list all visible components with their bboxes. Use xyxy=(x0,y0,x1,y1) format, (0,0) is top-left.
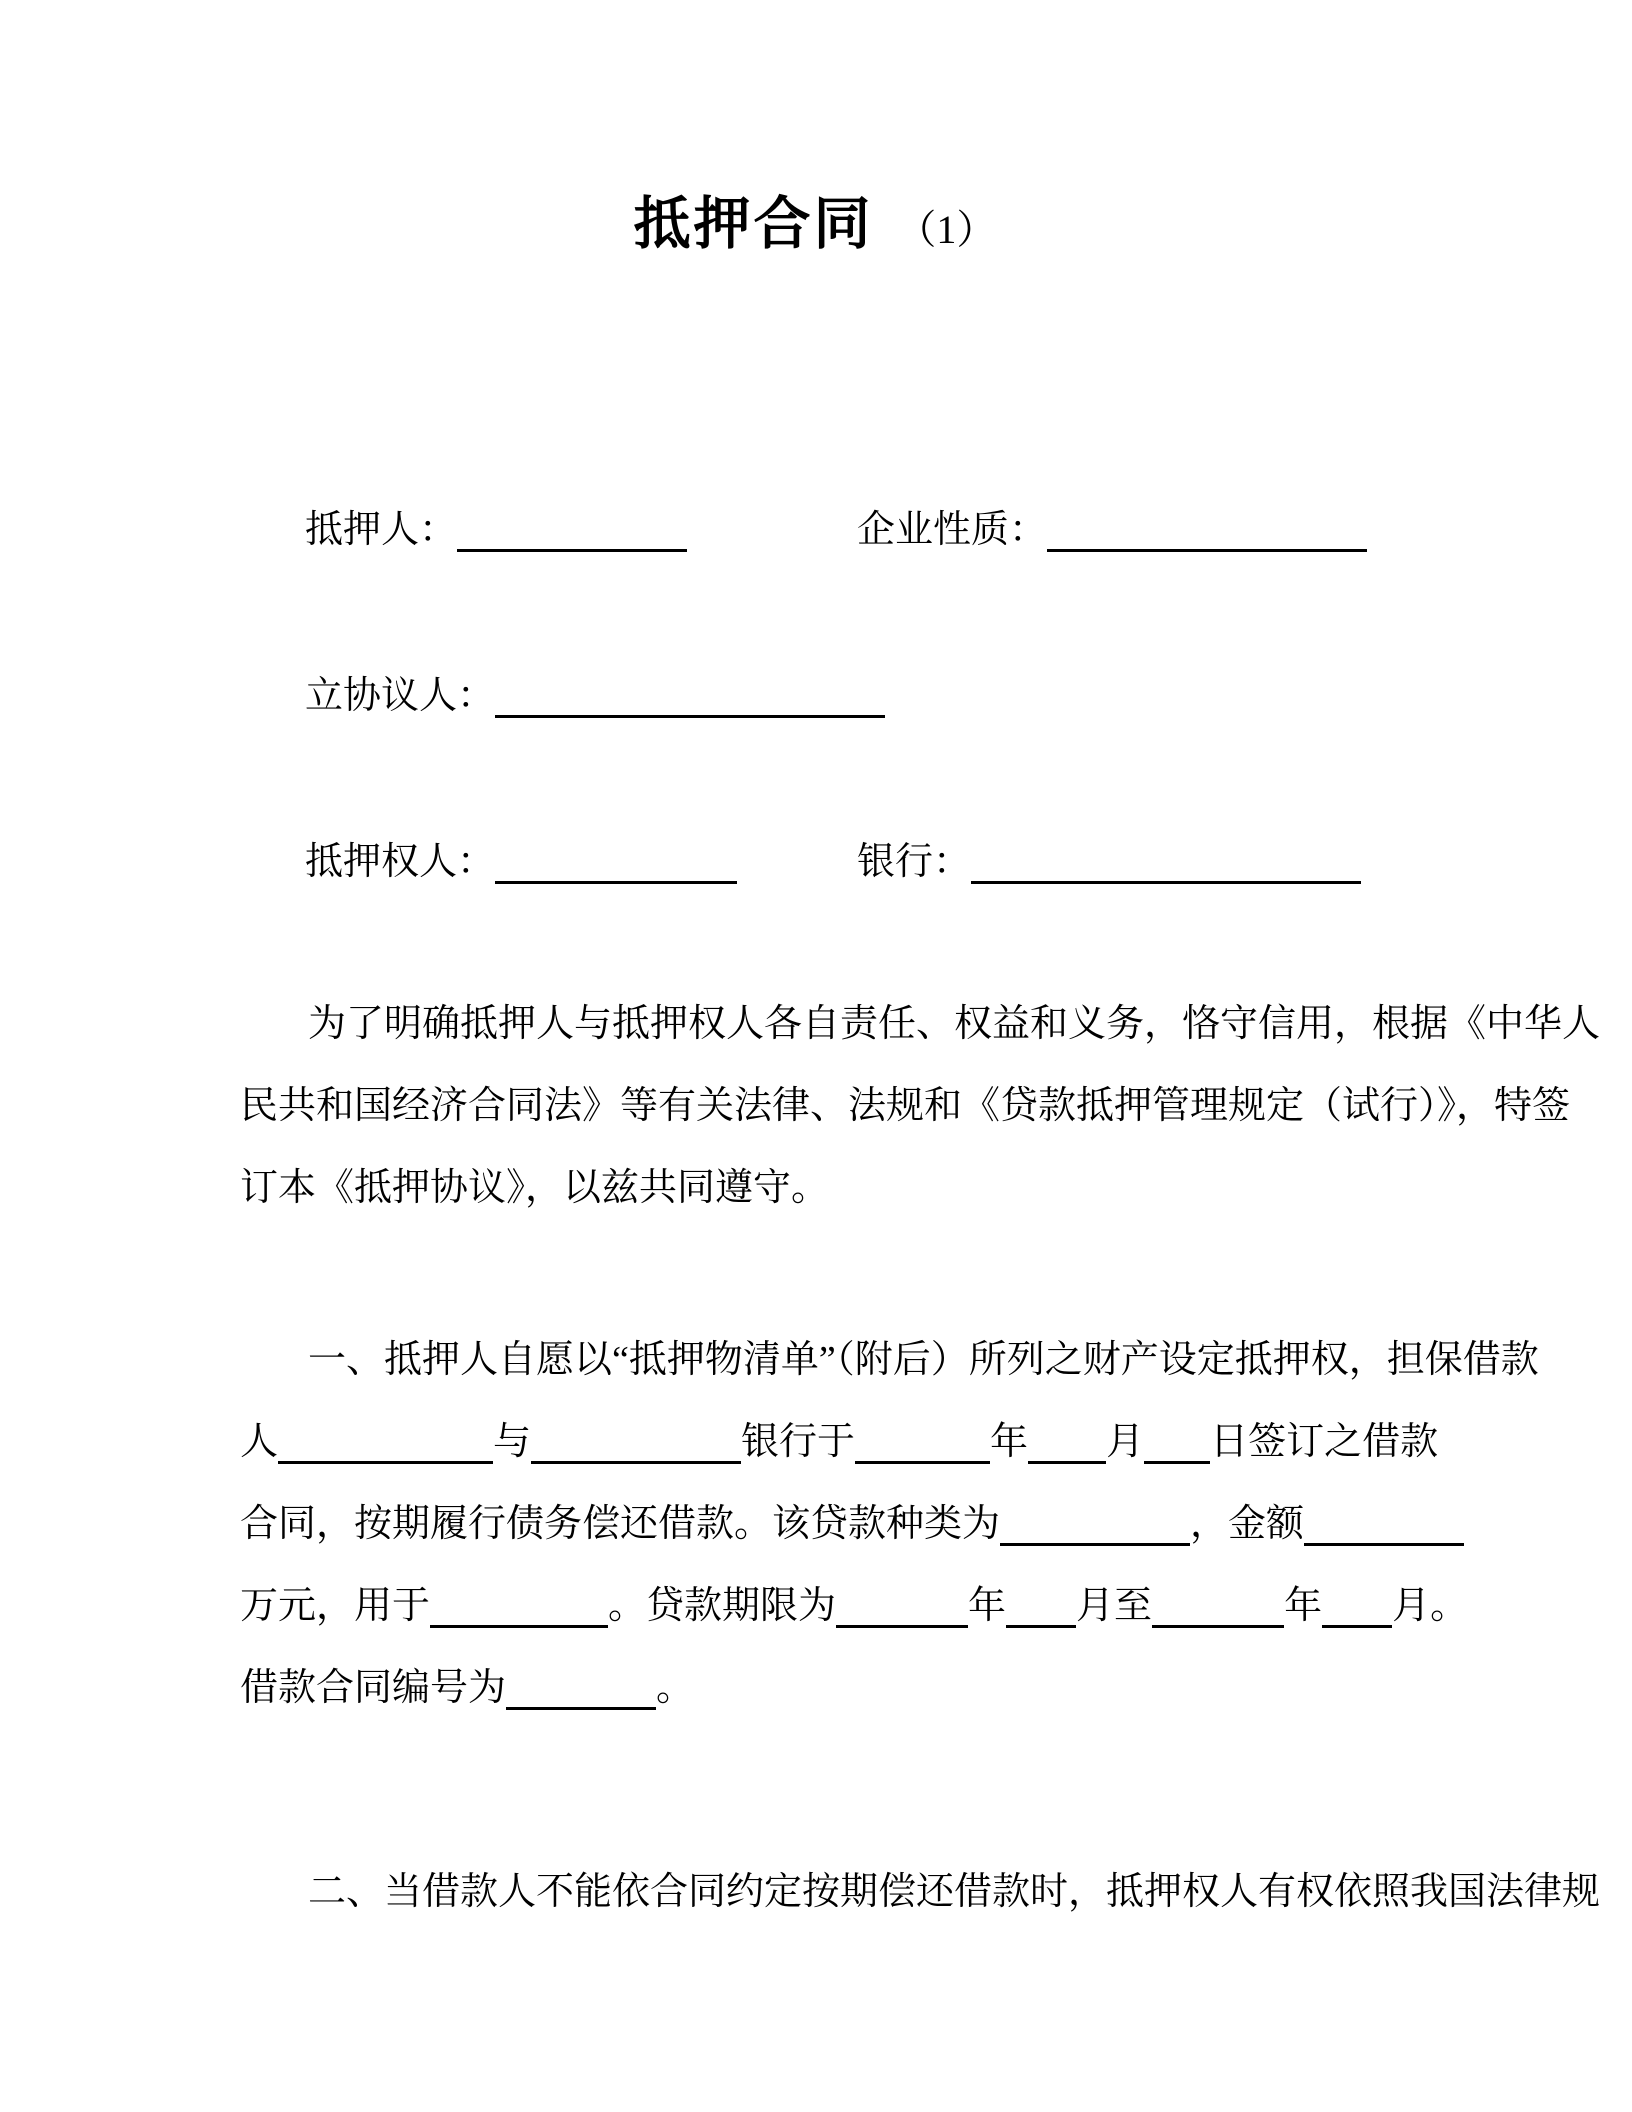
blank-line xyxy=(457,549,687,552)
text-run: 合同，按期履行债务偿还借款。该贷款种类为 xyxy=(240,1503,1001,1545)
blank-line xyxy=(278,1461,493,1464)
field-label: 抵押人： xyxy=(305,509,458,551)
text-run: 与 xyxy=(493,1421,532,1463)
blank-line xyxy=(495,881,737,884)
paragraph-line xyxy=(240,983,1601,1065)
text-run: 民共和国经济合同法》等有关法律、法规和《贷款抵押管理规定（试行）》，特签 xyxy=(240,1085,1571,1127)
blank-line xyxy=(1322,1625,1392,1628)
field-rows xyxy=(240,505,1390,887)
field xyxy=(857,837,1361,887)
blank-line xyxy=(430,1625,608,1628)
blank-line xyxy=(1000,1543,1190,1546)
blank-line xyxy=(1144,1461,1210,1464)
paragraph-clause-1 xyxy=(240,1319,1539,1729)
blank-line xyxy=(1152,1625,1284,1628)
text-run: 日签订之借款 xyxy=(1210,1421,1439,1463)
text-run: 银行于 xyxy=(741,1421,856,1463)
title-text: 抵押合同 xyxy=(633,191,874,257)
paragraph-clause-2 xyxy=(240,1851,1601,1933)
paragraph-line xyxy=(240,1147,1390,1229)
field-label: 立协议人： xyxy=(305,675,496,717)
paragraph-preamble xyxy=(240,983,1601,1229)
text-run: 。贷款期限为 xyxy=(608,1585,837,1627)
blank-line xyxy=(1304,1543,1464,1546)
paragraph-line xyxy=(240,1565,1469,1647)
text-run: 。 xyxy=(656,1667,695,1709)
paragraph-line xyxy=(240,1065,1571,1147)
blank-line xyxy=(506,1707,656,1710)
paragraph-line xyxy=(240,1851,1601,1933)
field-label: 抵押权人： xyxy=(305,841,496,883)
blank-line xyxy=(1047,549,1367,552)
field-row xyxy=(240,837,1390,887)
text-run: 人 xyxy=(240,1421,279,1463)
text-run: 年 xyxy=(1284,1585,1323,1627)
text-run: 年 xyxy=(968,1585,1007,1627)
field-row xyxy=(240,671,1390,721)
blank-line xyxy=(855,1461,990,1464)
text-run: 月 xyxy=(1106,1421,1145,1463)
text-run: 月。 xyxy=(1392,1585,1469,1627)
title-number: （1） xyxy=(896,207,997,252)
text-run: 二、当借款人不能依合同约定按期偿还借款时，抵押权人有权依照我国法律规 xyxy=(308,1871,1601,1913)
field-row xyxy=(240,505,1390,555)
paragraph-line xyxy=(240,1401,1439,1483)
blank-line xyxy=(971,881,1361,884)
paragraph-line xyxy=(240,1483,1390,1565)
blank-line xyxy=(1028,1461,1106,1464)
paragraph-line xyxy=(240,1319,1539,1401)
text-run: 订本《抵押协议》，以兹共同遵守。 xyxy=(240,1167,830,1209)
text-run: ，金额 xyxy=(1190,1503,1305,1545)
document-title xyxy=(240,188,1390,266)
paragraph-line xyxy=(240,1647,1390,1729)
text-run: 月至 xyxy=(1076,1585,1153,1627)
field xyxy=(305,671,885,721)
text-run: 一、抵押人自愿以“抵押物清单”（附后）所列之财产设定抵押权，担保借款 xyxy=(308,1339,1539,1381)
field xyxy=(857,505,1367,555)
blank-line xyxy=(531,1461,741,1464)
paragraphs xyxy=(240,983,1601,1933)
blank-line xyxy=(495,715,885,718)
text-run: 年 xyxy=(990,1421,1029,1463)
field xyxy=(305,837,737,887)
field-label: 银行： xyxy=(857,841,972,883)
text-run: 万元，用于 xyxy=(240,1585,431,1627)
field-label: 企业性质： xyxy=(857,509,1048,551)
text-run: 为了明确抵押人与抵押权人各自责任、权益和义务，恪守信用，根据《中华人 xyxy=(308,1003,1601,1045)
text-run: 借款合同编号为 xyxy=(240,1667,507,1709)
blank-line xyxy=(1006,1625,1076,1628)
blank-line xyxy=(836,1625,968,1628)
field xyxy=(305,505,687,555)
